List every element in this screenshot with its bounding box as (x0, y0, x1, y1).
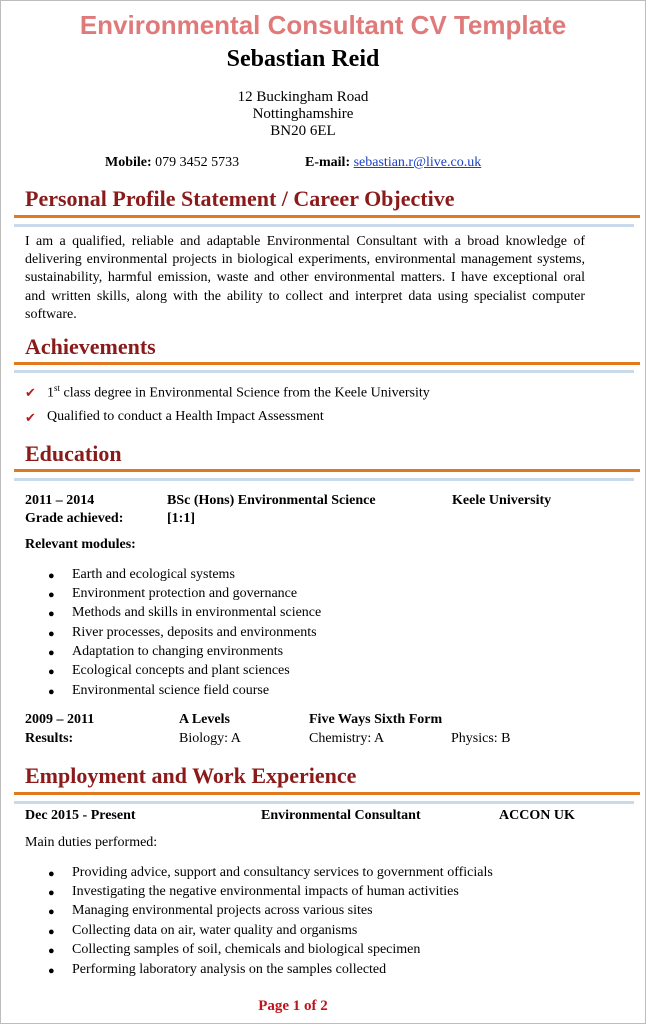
checkmark-icon: ✔ (25, 410, 36, 425)
alevels-dates: 2009 – 2011 (25, 712, 95, 727)
education-heading: Education (25, 441, 122, 466)
bullet-icon: ● (48, 868, 55, 880)
result-item: Chemistry: A (309, 731, 385, 746)
job-company: ACCON UK (499, 808, 575, 823)
duty-item: Managing environmental projects across various sites (72, 903, 373, 918)
bullet-icon: ● (48, 926, 55, 938)
duty-item: Providing advice, support and consultancy services to government officials (72, 865, 493, 880)
bullet-icon: ● (48, 628, 55, 640)
mobile (105, 155, 239, 171)
bullet-icon: ● (48, 666, 55, 678)
alevels-institution: Five Ways Sixth Form (309, 712, 443, 727)
section-divider (14, 215, 640, 218)
employment-heading: Employment and Work Experience (25, 763, 357, 788)
duty-item: Collecting data on air, water quality and organisms (72, 923, 358, 938)
duty-item: Collecting samples of soil, chemicals and biological specimen (72, 942, 421, 957)
modules-label: Relevant modules: (25, 537, 136, 552)
template-title: Environmental Consultant CV Template (79, 10, 567, 40)
bullet-icon: ● (48, 589, 55, 601)
section-divider (14, 469, 640, 472)
email-link[interactable]: sebastian.r@live.co.uk (353, 155, 482, 170)
bullet-icon: ● (48, 906, 55, 918)
degree-title: BSc (Hons) Environmental Science (167, 493, 376, 508)
module-item: Earth and ecological systems (72, 567, 235, 582)
result-item: Physics: B (451, 731, 511, 746)
duty-item: Performing laboratory analysis on the samples collected (72, 962, 387, 977)
email-label: E-mail: (305, 155, 351, 170)
section-divider-accent (14, 224, 634, 227)
email (305, 155, 481, 171)
bullet-icon: ● (48, 945, 55, 957)
achievements-heading: Achievements (25, 334, 156, 359)
result-item: Biology: A (179, 731, 241, 746)
module-item: Adaptation to changing environments (72, 644, 284, 659)
grade-label: Grade achieved: (25, 511, 124, 526)
bullet-icon: ● (48, 887, 55, 899)
module-item: Environmental science field course (72, 683, 270, 698)
duty-item: Investigating the negative environmental impacts of human activities (72, 884, 459, 899)
address-line-2: Nottinghamshire (252, 106, 354, 122)
address-line-3: BN20 6EL (270, 123, 336, 139)
degree-dates: 2011 – 2014 (25, 493, 95, 508)
bullet-icon: ● (48, 965, 55, 977)
mobile-number: 079 3452 5733 (155, 155, 240, 170)
duties-label: Main duties performed: (25, 835, 158, 850)
bullet-icon: ● (48, 608, 55, 620)
section-divider (14, 792, 640, 795)
bullet-icon: ● (48, 647, 55, 659)
bullet-icon: ● (48, 570, 55, 582)
profile-heading: Personal Profile Statement / Career Objective (25, 186, 455, 211)
job-title: Environmental Consultant (261, 808, 421, 823)
achievement-item: 1st class degree in Environmental Science from the Keele University (47, 383, 430, 401)
bullet-icon: ● (48, 686, 55, 698)
mobile-label: Mobile: (105, 155, 152, 170)
section-divider-accent (14, 370, 634, 373)
section-divider-accent (14, 478, 634, 481)
module-item: River processes, deposits and environments (72, 625, 317, 640)
candidate-name: Sebastian Reid (226, 46, 380, 72)
achievement-item: Qualified to conduct a Health Impact Assessment (47, 409, 324, 424)
section-divider (14, 362, 640, 365)
results-label: Results: (25, 731, 74, 746)
profile-text: I am a qualified, reliable and adaptable Environmental Consultant with a broad knowledge of delivering environmental projects in biological experiments, environmental management systems, sustainability, harmful emission, waste and other environmental matters. I have exceptional oral and written skills, along with the ability to collect and interpret data using specialist computer software. (25, 234, 585, 322)
module-item: Methods and skills in environmental science (72, 605, 322, 620)
job-dates: Dec 2015 - Present (25, 808, 136, 823)
section-divider-accent (14, 801, 634, 804)
page-number: Page 1 of 2 (258, 998, 328, 1014)
address-line-1: 12 Buckingham Road (237, 89, 369, 105)
module-item: Environment protection and governance (72, 586, 298, 601)
degree-institution: Keele University (452, 493, 552, 508)
module-item: Ecological concepts and plant sciences (72, 663, 290, 678)
checkmark-icon: ✔ (25, 385, 36, 400)
grade-value: [1:1] (167, 511, 195, 526)
alevels-title: A Levels (179, 712, 230, 727)
